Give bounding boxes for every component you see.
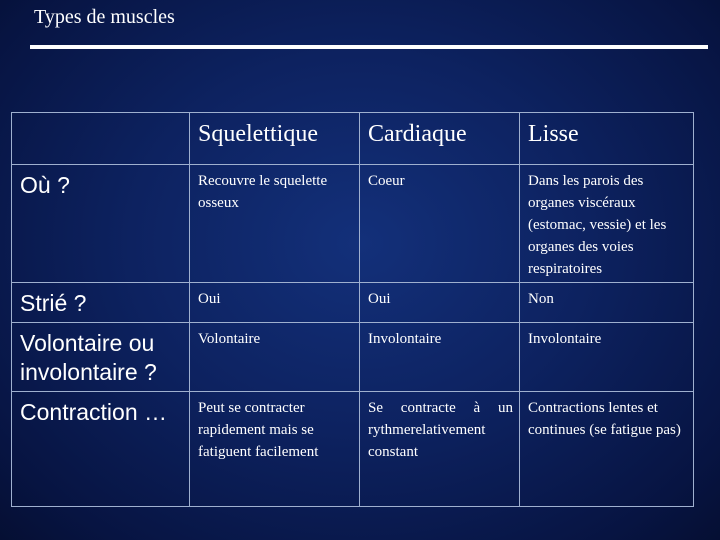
header-lisse: Lisse [520, 113, 694, 165]
cell-lisse-contraction: Contractions lentes et continues (se fatigue pas) [520, 392, 694, 507]
table-row [12, 165, 694, 283]
cell-squelettique-contraction: Peut se contracter rapidement mais se fatiguent facilement [190, 392, 360, 507]
cell-squelettique-strie: Oui [190, 283, 360, 323]
cell-lisse-strie: Non [520, 283, 694, 323]
row-label-ou: Où ? [12, 165, 190, 283]
cell-cardiaque-ou: Coeur [360, 165, 520, 283]
cell-squelettique-ou: Recouvre le squelette osseux [190, 165, 360, 283]
cell-cardiaque-volontaire: Involontaire [360, 323, 520, 392]
row-label-strie: Strié ? [12, 283, 190, 323]
header-empty-cell [12, 113, 190, 165]
slide-title: Types de muscles [34, 6, 175, 28]
title-underline [30, 45, 708, 49]
header-squelettique: Squelettique [190, 113, 360, 165]
cell-cardiaque-contraction: Se contracte à un rythmerelativement constant [360, 392, 520, 507]
row-label-volontaire: Volontaire ou involontaire ? [12, 323, 190, 392]
cell-cardiaque-strie: Oui [360, 283, 520, 323]
table-header-row [12, 113, 694, 165]
table-row [12, 283, 694, 323]
header-cardiaque: Cardiaque [360, 113, 520, 165]
cell-lisse-volontaire: Involontaire [520, 323, 694, 392]
cell-lisse-ou: Dans les parois des organes viscéraux (estomac, vessie) et les organes des voies respiratoires [520, 165, 694, 283]
row-label-contraction: Contraction … [12, 392, 190, 507]
table-row [12, 323, 694, 392]
muscle-types-table [11, 112, 694, 507]
cell-squelettique-volontaire: Volontaire [190, 323, 360, 392]
table-row [12, 392, 694, 507]
